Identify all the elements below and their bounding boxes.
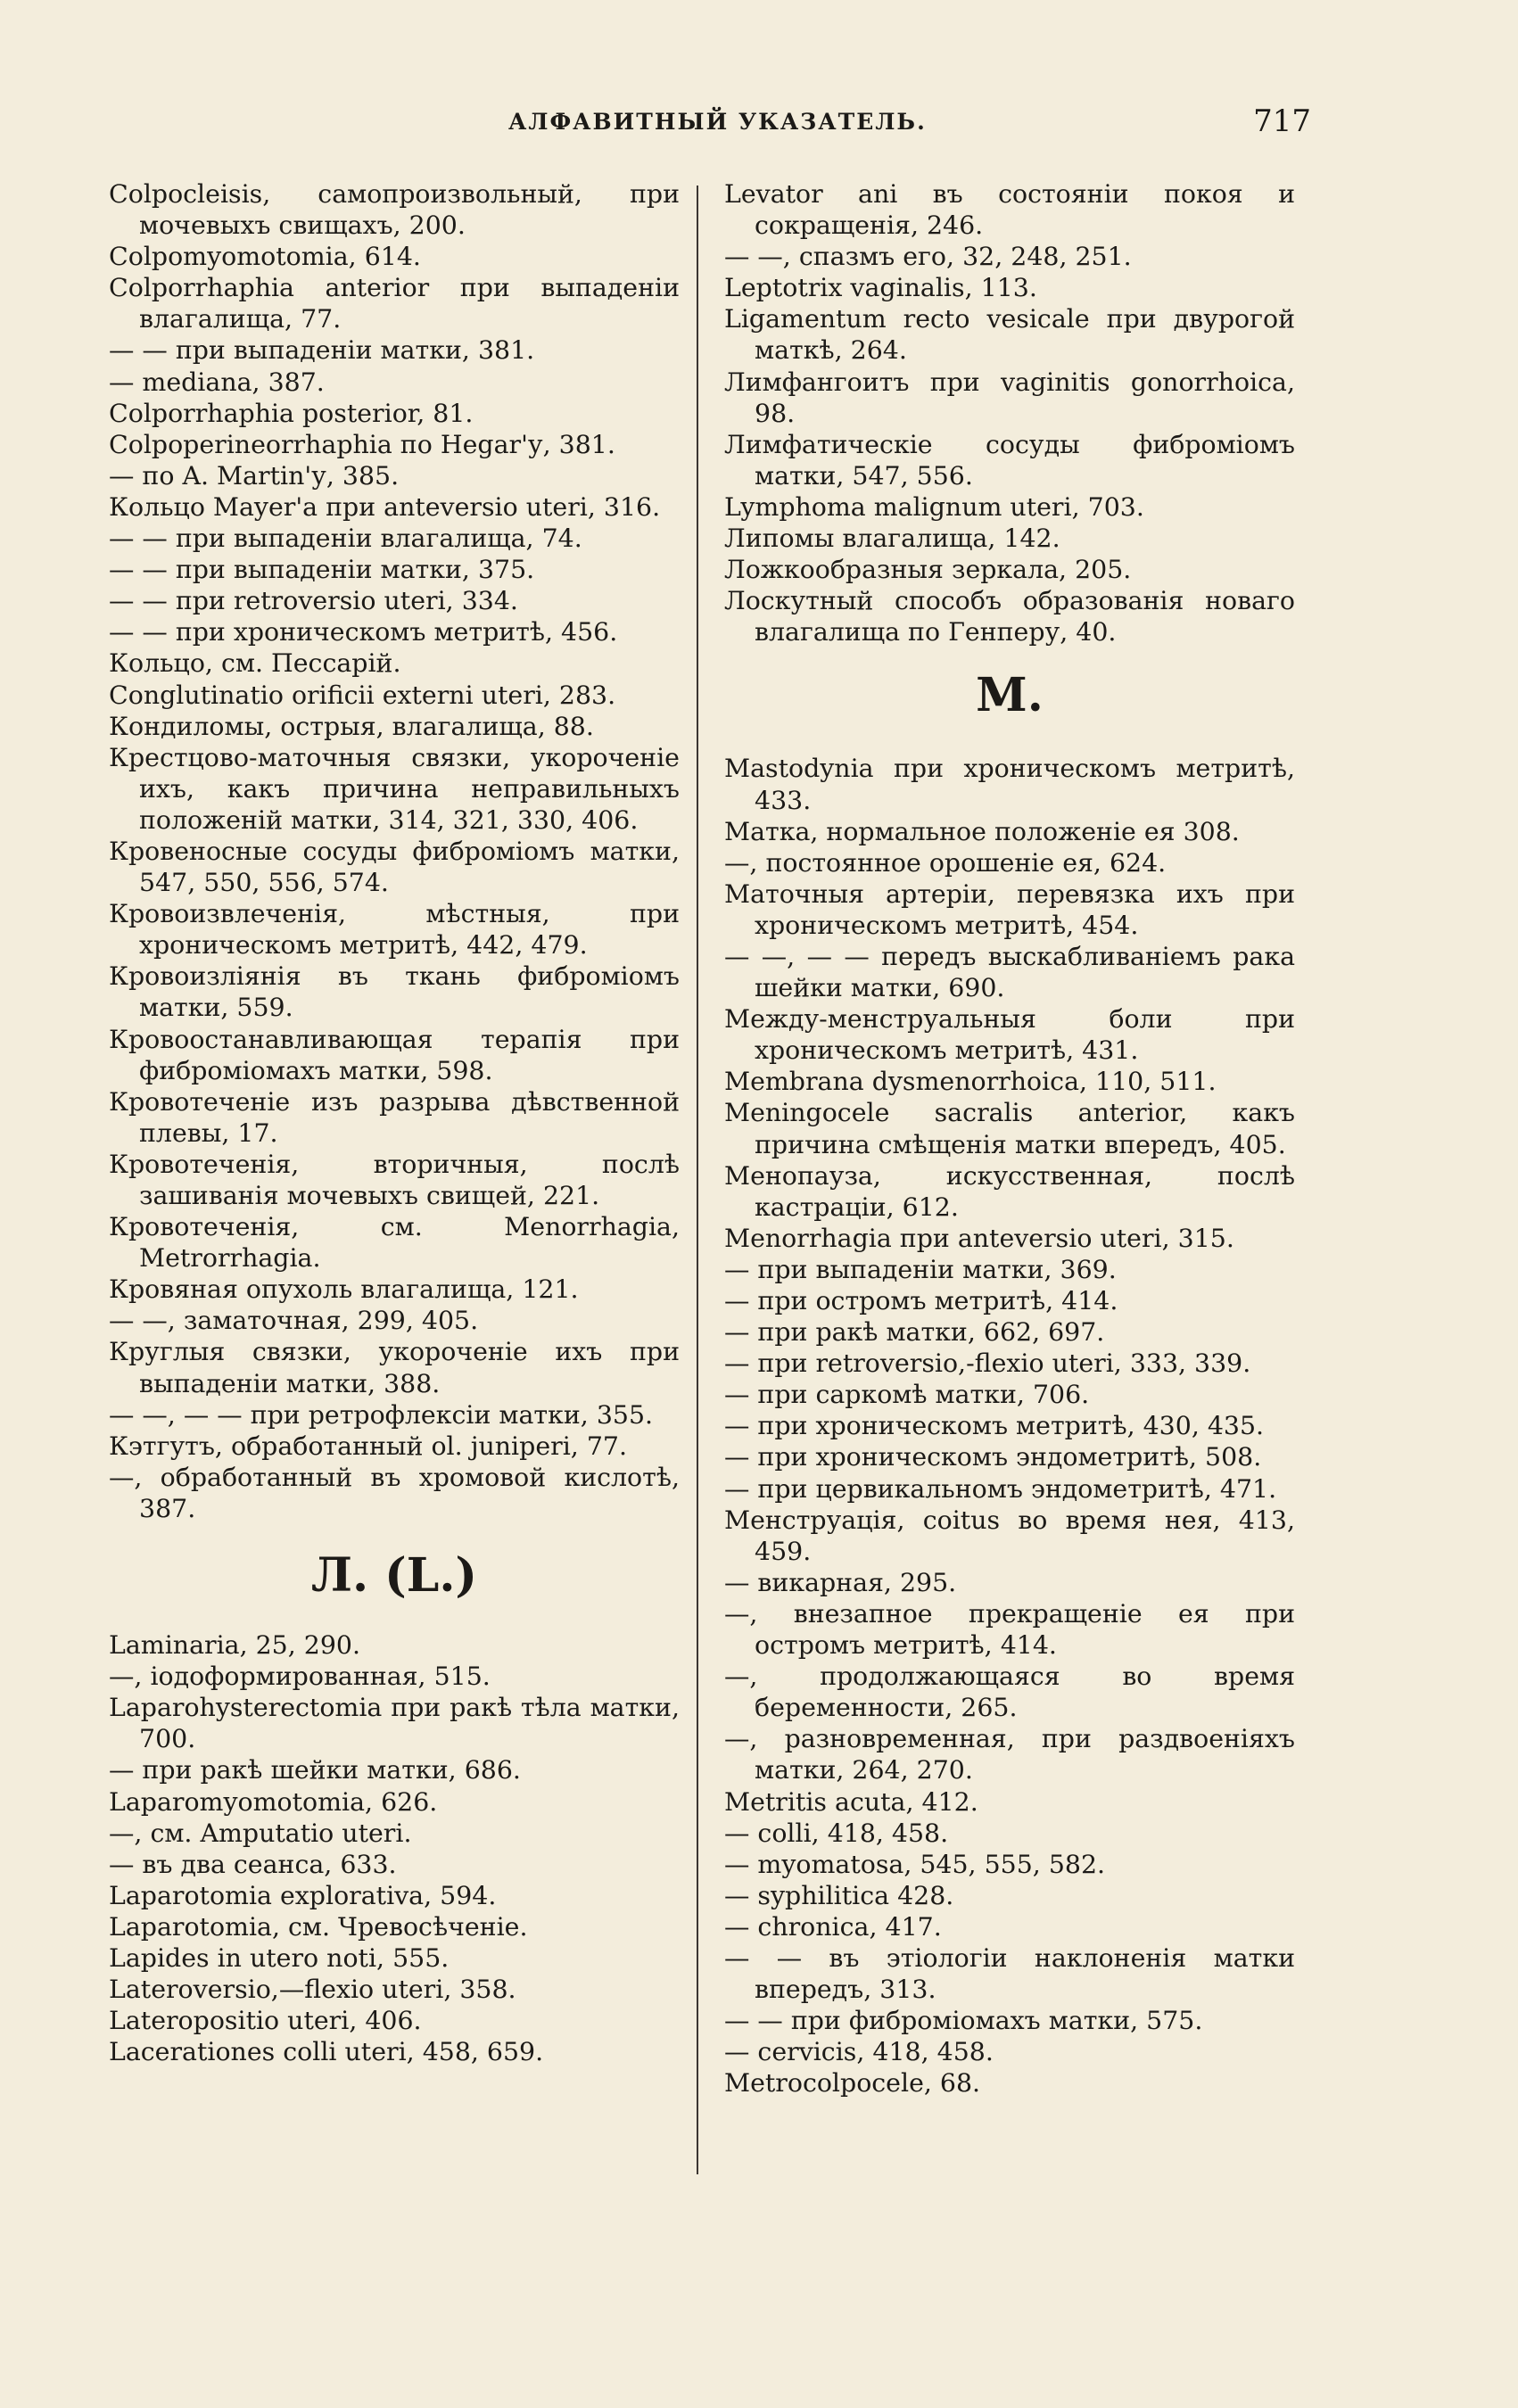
index-entry: — — при выпаденіи влагалища, 74. [109, 524, 582, 554]
page-header [107, 103, 1311, 144]
index-entry: —, см. Amputatio uteri. [109, 1818, 412, 1848]
index-entry: Laparohysterectomia при ракѣ тѣла матки, 700. [109, 1693, 680, 1754]
index-entry: — при ракѣ шейки матки, 686. [109, 1755, 521, 1785]
index-entry: —, постоянное орошеніе ея, 624. [724, 847, 1167, 878]
index-entry: Липомы влагалища, 142. [724, 524, 1060, 554]
index-entry: Laparotomia, см. Чревосѣченіе. [109, 1911, 528, 1942]
index-entry: — cervicis, 418, 458. [724, 2037, 994, 2067]
index-entry: Menorrhagia при anteversio uteri, 315. [724, 1223, 1234, 1253]
index-entry: — — при хроническомъ метритѣ, 456. [109, 617, 618, 647]
index-entry: Лимфангоитъ при vaginitis gonorrhoica, 98. [724, 367, 1295, 428]
index-entry: Маточныя артеріи, перевязка ихъ при хроническомъ метритѣ, 454. [724, 878, 1295, 940]
index-entry: Кондиломы, острыя, влагалища, 88. [109, 711, 594, 741]
index-entry: — при выпаденіи матки, 369. [724, 1254, 1117, 1284]
index-entry: — при остромъ метритѣ, 414. [724, 1286, 1118, 1315]
index-entry: Laparomyomotomia, 626. [109, 1786, 438, 1817]
index-entry: — —, спазмъ его, 32, 248, 251. [724, 242, 1132, 272]
index-entry: — при цервикальномъ эндометритѣ, 471. [724, 1473, 1277, 1504]
index-entry: Круглыя связки, укороченіе ихъ при выпаденіи матки, 388. [109, 1337, 680, 1398]
index-entry: — syphilitica 428. [724, 1880, 954, 1910]
left-entries-l-list [109, 1629, 680, 2067]
left-column [109, 178, 680, 2067]
index-entry: — въ два сеанса, 633. [109, 1849, 397, 1879]
index-entry: Между-менструальныя боли при хроническомъ метритѣ, 431. [724, 1004, 1295, 1066]
index-entry: Кольцо, см. Пессарій. [109, 648, 401, 679]
index-entry: Meningocele sacralis anterior, какъ причина смѣщенія матки впередъ, 405. [724, 1098, 1295, 1159]
index-entry: Кровотеченія, см. Menorrhagia, Metrorrhagia. [109, 1212, 680, 1274]
index-entry: Кровоизвлеченія, мѣстныя, при хроническомъ метритѣ, 442, 479. [109, 899, 680, 961]
index-entry: Colpomyomotomia, 614. [109, 242, 421, 272]
section-heading-l: Л. (L.) [310, 1548, 478, 1604]
index-entry: —, іодоформированная, 515. [109, 1662, 491, 1692]
index-entry: Кровотеченіе изъ разрыва дѣвственной плевы, 17. [109, 1086, 680, 1148]
index-entry: — chronica, 417. [724, 1911, 942, 1942]
index-entry: Lymphoma malignum uteri, 703. [724, 491, 1144, 522]
index-entry: Leptotrix vaginalis, 113. [724, 273, 1037, 303]
index-entry: — — въ этіологіи наклоненія матки впередъ, 313. [724, 1942, 1295, 2005]
index-entry: Colpoperineorrhaphia по Hegar'у, 381. [109, 429, 615, 459]
index-entry: Laparotomia explorativa, 594. [109, 1880, 497, 1910]
index-entry: — при хроническомъ эндометритѣ, 508. [724, 1442, 1262, 1472]
index-entry: —, внезапное прекращеніе ея при остромъ метритѣ, 414. [724, 1598, 1295, 1661]
right-entries-list [724, 178, 1295, 647]
index-entry: Mastodynia при хроническомъ метритѣ, 433. [724, 754, 1295, 815]
right-entries-m-list [724, 753, 1295, 2099]
index-entry: — — при retroversio uteri, 334. [109, 586, 518, 616]
index-entry: —, продолжающаяся во время беременности, 265. [724, 1662, 1295, 1723]
index-entry: — —, — — передъ выскабливаніемъ рака шейки матки, 690. [724, 941, 1295, 1003]
index-entry: — по A. Martin'у, 385. [109, 460, 400, 491]
index-entry: Lacerationes colli uteri, 458, 659. [109, 2037, 544, 2067]
page-number: 717 [1253, 103, 1311, 139]
index-entry: — — при выпаденіи матки, 381. [109, 335, 535, 366]
index-entry: Кровяная опухоль влагалища, 121. [109, 1274, 579, 1305]
index-entry: — —, заматочная, 299, 405. [109, 1306, 479, 1336]
index-entry: — при ракѣ матки, 662, 697. [724, 1317, 1105, 1348]
index-entry: Менструація, coitus во время нея, 413, 459. [724, 1505, 1295, 1566]
index-entry: —, обработанный въ хромовой кислотѣ, 387. [109, 1462, 680, 1523]
index-entry: Colporrhaphia anterior при выпаденіи влагалища, 77. [109, 273, 680, 334]
index-entry: Лимфатическіе сосуды фиброміомъ матки, 547, 556. [724, 429, 1295, 491]
column-divider [697, 186, 698, 2174]
index-entry: Кровеносные сосуды фиброміомъ матки, 547, 550, 556, 574. [109, 836, 680, 898]
index-entry: Кровотеченія, вторичныя, послѣ зашиванія мочевыхъ свищей, 221. [109, 1149, 680, 1210]
index-entry: — — при фиброміомахъ матки, 575. [724, 2006, 1203, 2036]
index-entry: Ложкообразныя зеркала, 205. [724, 555, 1132, 585]
index-entry: Metrocolpocele, 68. [724, 2068, 981, 2099]
index-entry: — викарная, 295. [724, 1567, 957, 1597]
index-entry: — —, — — при ретрофлексіи матки, 355. [109, 1399, 654, 1430]
index-entry: — myomatosa, 545, 555, 582. [724, 1849, 1106, 1879]
index-entry: — при retroversio,-flexio uteri, 333, 339. [724, 1348, 1251, 1379]
index-entry: — colli, 418, 458. [724, 1818, 949, 1848]
index-entry: Ligamentum recto vesicale при двурогой маткѣ, 264. [724, 304, 1295, 366]
index-entry: — при саркомѣ матки, 706. [724, 1380, 1090, 1410]
index-entry: Кровоостанавливающая терапія при фиброміомахъ матки, 598. [109, 1024, 680, 1085]
index-entry: Кольцо Mayer'а при anteversio uteri, 316. [109, 491, 661, 522]
index-entry: Крестцово-маточныя связки, укороченіе ихъ, какъ причина неправильныхъ положеній матки, 314, 321, 330, 406. [109, 742, 680, 835]
index-entry: — — при выпаденіи матки, 375. [109, 555, 535, 585]
index-entry: — при хроническомъ метритѣ, 430, 435. [724, 1411, 1265, 1441]
index-entry: Colporrhaphia posterior, 81. [109, 398, 474, 428]
index-entry: — mediana, 387. [109, 367, 325, 397]
index-entry: Кэтгутъ, обработанный ol. juniperi, 77. [109, 1431, 627, 1461]
index-entry: Менопауза, искусственная, послѣ кастраціи, 612. [724, 1160, 1295, 1222]
index-entry: Laminaria, 25, 290. [109, 1630, 361, 1661]
index-entry: Colpocleisis, самопроизвольный, при мочевыхъ свищахъ, 200. [109, 179, 680, 241]
index-entry: —, разновременная, при раздвоеніяхъ матки, 264, 270. [724, 1724, 1295, 1785]
index-entry: Lateropositio uteri, 406. [109, 2006, 422, 2036]
index-entry: Conglutinatio orificii externi uteri, 283. [109, 680, 616, 710]
index-entry: Кровоизліянія въ ткань фиброміомъ матки, 559. [109, 961, 680, 1023]
right-column [724, 178, 1295, 2099]
section-heading-m: М. [976, 668, 1044, 723]
index-entry: Матка, нормальное положеніе ея 308. [724, 816, 1240, 846]
index-entry: Metritis acuta, 412. [724, 1786, 978, 1817]
page-title: АЛФАВИТНЫЙ УКАЗАТЕЛЬ. [508, 109, 927, 135]
index-entry: Lateroversio,—flexio uteri, 358. [109, 1975, 516, 2005]
index-entry: Лоскутный способъ образованія новаго влагалища по Генперу, 40. [724, 586, 1295, 647]
left-entries-list [109, 178, 680, 1524]
index-entry: Levator ani въ состояніи покоя и сокращенія, 246. [724, 179, 1295, 241]
index-entry: Lapides in utero noti, 555. [109, 1942, 450, 1973]
index-entry: Membrana dysmenorrhoica, 110, 511. [724, 1067, 1217, 1097]
